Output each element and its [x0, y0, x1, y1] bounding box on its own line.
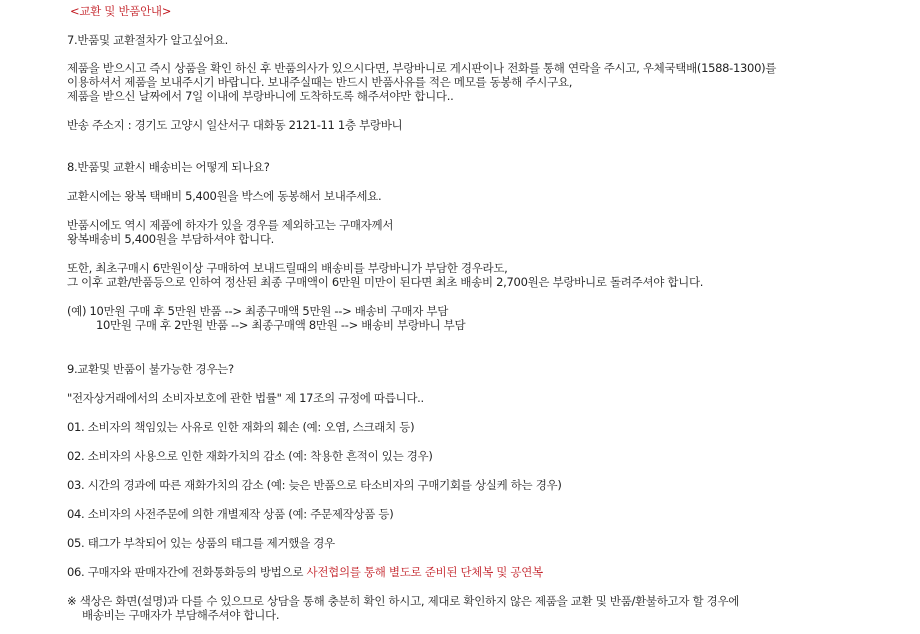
return-shipping-line-1: 반품시에도 역시 제품에 하자가 있을 경우를 제외하고는 구매자께서 — [67, 218, 394, 232]
exclusion-item-6-highlight: 사전협의를 통해 별도로 준비된 단체복 및 공연복 — [306, 565, 543, 579]
section-header: <교환 및 반품안내> — [70, 4, 172, 18]
section-7-paragraph-line-3: 제품을 받으신 날짜에서 7일 이내에 부랑바니에 도착하도록 해주셔야만 합니다.. — [67, 89, 454, 103]
example-line-1: (예) 10만원 구매 후 5만원 반품 --> 최종구매액 5만원 --> 배송비 구매자 부담 — [67, 304, 448, 318]
section-7-title: 7.반품및 교환절차가 알고싶어요. — [67, 33, 228, 47]
exclusion-item-6 — [67, 565, 543, 579]
section-8-title: 8.반품및 교환시 배송비는 어떻게 되나요? — [67, 160, 270, 174]
section-7-paragraph-line-1: 제품을 받으시고 즉시 상품을 확인 하신 후 반품의사가 있으시다면, 부랑바니로 게시판이나 전화를 통해 연락을 주시고, 우체국택배(1588-1300)를 — [67, 61, 777, 75]
example-line-2: 10만원 구매 후 2만원 반품 --> 최종구매액 8만원 --> 배송비 부랑바니 부담 — [96, 318, 466, 332]
return-shipping-line-2: 왕복배송비 5,400원을 부담하셔야 합니다. — [67, 232, 274, 246]
section-7-paragraph-line-2: 이용하셔서 제품을 보내주시기 바랍니다. 보내주실때는 반드시 반품사유를 적은 메모를 동봉해 주시구요, — [67, 75, 573, 89]
initial-shipping-line-1: 또한, 최초구매시 6만원이상 구매하여 보내드릴때의 배송비를 부랑바니가 부담한 경우라도, — [67, 261, 508, 275]
return-address: 반송 주소지 : 경기도 고양시 일산서구 대화동 2121-11 1층 부랑바니 — [67, 118, 403, 132]
color-note-line-1: ※ 색상은 화면(설명)과 다를 수 있으므로 상담을 통해 충분히 확인 하시고, 제대로 확인하지 않은 제품을 교환 및 반품/환불하고자 할 경우에 — [67, 594, 740, 608]
exclusion-item: 03. 시간의 경과에 따른 재화가치의 감소 (예: 늦은 반품으로 타소비자의 구매기회를 상실케 하는 경우) — [67, 478, 562, 492]
exclusion-item: 02. 소비자의 사용으로 인한 재화가치의 감소 (예: 착용한 흔적이 있는 경우) — [67, 449, 433, 463]
exclusion-item-6-prefix: 06. 구매자와 판매자간에 전화통화등의 방법으로 — [67, 565, 307, 579]
exchange-shipping-text: 교환시에는 왕복 택배비 5,400원을 박스에 동봉해서 보내주세요. — [67, 189, 382, 203]
law-reference: "전자상거래에서의 소비자보호에 관한 법률" 제 17조의 규정에 따릅니다.. — [67, 391, 424, 405]
initial-shipping-line-2: 그 이후 교환/반품등으로 인하여 정산된 최종 구매액이 6만원 미만이 된다면 최초 배송비 2,700원은 부랑바니로 돌려주셔야 합니다. — [67, 275, 704, 289]
color-note-line-2: 배송비는 구매자가 부담해주셔야 합니다. — [82, 608, 280, 622]
exclusion-item: 04. 소비자의 사전주문에 의한 개별제작 상품 (예: 주문제작상품 등) — [67, 507, 394, 521]
section-9-title: 9.교환및 반품이 불가능한 경우는? — [67, 362, 234, 376]
exclusion-item: 05. 태그가 부착되어 있는 상품의 태그를 제거했을 경우 — [67, 536, 335, 550]
exclusion-item: 01. 소비자의 책임있는 사유로 인한 재화의 훼손 (예: 오염, 스크래치 등) — [67, 420, 415, 434]
